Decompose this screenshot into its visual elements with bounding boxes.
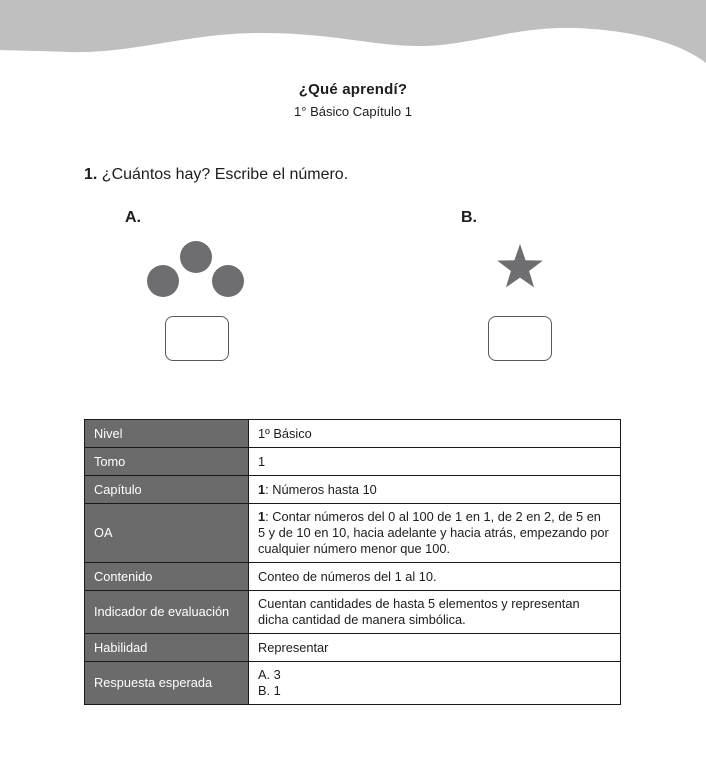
page-title: ¿Qué aprendí? xyxy=(298,81,408,98)
row-value xyxy=(249,662,621,705)
lesson-info-table xyxy=(84,419,621,705)
row-value: Representar xyxy=(249,634,621,662)
question-1 xyxy=(84,166,348,184)
expected-answer-line: A. 3 xyxy=(258,667,281,682)
star-icon xyxy=(495,243,545,289)
answer-box-b[interactable] xyxy=(488,316,552,361)
expected-answer-line: B. 1 xyxy=(258,683,281,698)
row-label: Tomo xyxy=(85,448,249,476)
row-label: Habilidad xyxy=(85,634,249,662)
table-row xyxy=(85,662,621,705)
table-row xyxy=(85,563,621,591)
table-row xyxy=(85,476,621,504)
header-wave-decoration xyxy=(0,0,706,70)
table-row xyxy=(85,634,621,662)
question-text: ¿Cuántos hay? Escribe el número. xyxy=(101,166,349,183)
row-label: Capítulo xyxy=(85,476,249,504)
table-row xyxy=(85,420,621,448)
row-label: Nivel xyxy=(85,420,249,448)
title-block xyxy=(0,81,706,119)
page-subtitle: 1° Básico Capítulo 1 xyxy=(294,104,412,119)
row-value: 1º Básico xyxy=(249,420,621,448)
table-row xyxy=(85,448,621,476)
row-value: 1: Números hasta 10 xyxy=(249,476,621,504)
table-row xyxy=(85,504,621,563)
counter-circle xyxy=(212,265,244,297)
row-value: 1: Contar números del 0 al 100 de 1 en 1, de 2 en 2, de 5 en 5 y de 10 en 10, hacia adelante y hacia atrás, empezando por cualquier número menor que 100. xyxy=(249,504,621,563)
row-value: 1 xyxy=(249,448,621,476)
row-value: Conteo de números del 1 al 10. xyxy=(249,563,621,591)
answer-box-a[interactable] xyxy=(165,316,229,361)
row-label: OA xyxy=(85,504,249,563)
exercise-b-label: B. xyxy=(461,209,477,226)
row-label: Contenido xyxy=(85,563,249,591)
table-row xyxy=(85,591,621,634)
row-value: Cuentan cantidades de hasta 5 elementos y representan dicha cantidad de manera simbólica. xyxy=(249,591,621,634)
exercise-a-label: A. xyxy=(125,209,141,226)
row-label: Indicador de evaluación xyxy=(85,591,249,634)
counter-circle xyxy=(147,265,179,297)
question-number: 1. xyxy=(84,166,98,183)
counter-circle xyxy=(180,241,212,273)
row-label: Respuesta esperada xyxy=(85,662,249,705)
